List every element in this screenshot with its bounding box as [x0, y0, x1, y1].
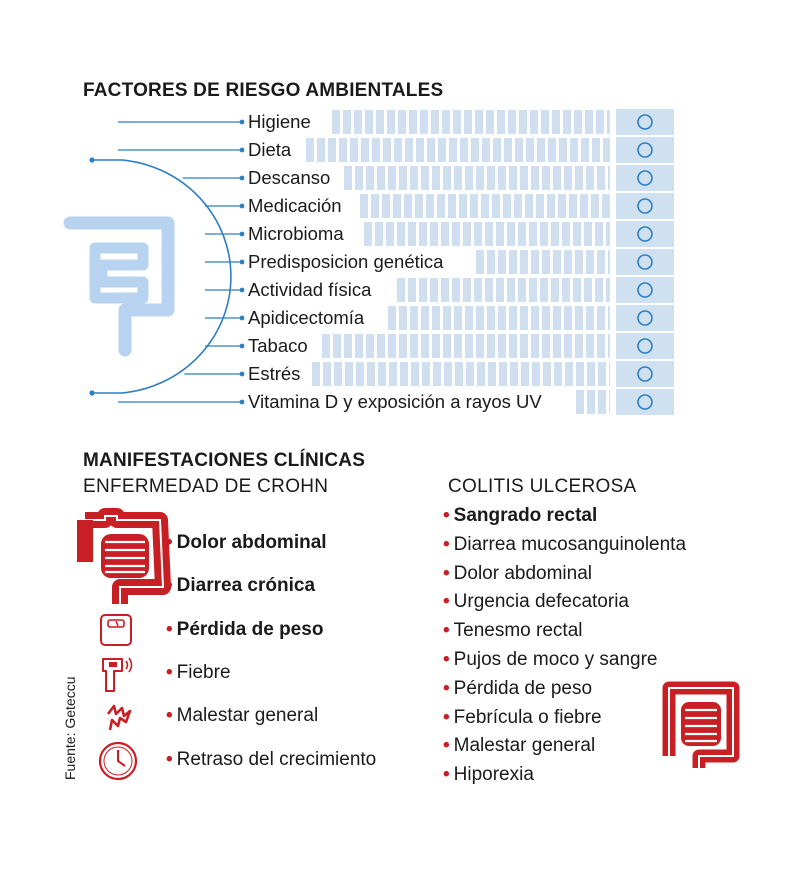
risk-factor-label: Tabaco — [248, 335, 308, 356]
bullet-dot: • — [443, 505, 450, 526]
source-note: Fuente: Geteccu — [62, 676, 78, 780]
bullet-dot: • — [166, 575, 173, 596]
symptom-label: Fiebre — [176, 662, 231, 683]
risk-factor-bar — [388, 306, 610, 330]
risk-factor-label: Apidicectomía — [248, 307, 365, 328]
risk-factor-bar — [312, 362, 610, 386]
colitis-symptom — [443, 677, 592, 701]
risk-factor-label: Medicación — [248, 195, 342, 216]
bullet-dot: • — [443, 706, 450, 728]
hygiene-icon — [616, 109, 674, 135]
risk-factor-label: Higiene — [248, 111, 311, 132]
symptom-label: Hiporexia — [453, 764, 534, 786]
symptom-label: Urgencia defecatoria — [453, 591, 629, 613]
colitis-symptom — [443, 590, 629, 614]
scale-icon — [99, 613, 133, 647]
colitis-title: COLITIS ULCEROSA — [448, 476, 637, 497]
bullet-dot: • — [443, 591, 450, 613]
risk-connector-dot — [240, 344, 245, 349]
risk-factor-bar — [397, 278, 610, 302]
risk-factor-bar — [344, 166, 610, 190]
risk-factor-bar — [576, 390, 610, 414]
colitis-symptom — [443, 619, 583, 643]
risk-factor-bar — [476, 250, 610, 274]
risk-factor-bar — [306, 138, 610, 162]
crohn-symptom — [166, 704, 318, 728]
risk-factor-bar — [322, 334, 610, 358]
symptom-label: Pujos de moco y sangre — [453, 649, 658, 670]
scalpel-icon — [616, 305, 674, 331]
risk-factor-bar — [332, 110, 610, 134]
malaise-icon — [104, 702, 132, 736]
risk-factor-bar — [364, 222, 610, 246]
bullet-dot: • — [166, 749, 173, 770]
bullet-dot: • — [443, 562, 450, 584]
symptom-label: Tenesmo rectal — [453, 620, 583, 642]
bullet-dot: • — [443, 649, 450, 670]
symptom-label: Malestar general — [453, 735, 596, 757]
crohn-symptom — [166, 748, 376, 772]
bed-icon — [616, 165, 674, 191]
symptom-label: Pérdida de peso — [453, 677, 593, 699]
symptom-label: Pérdida de peso — [176, 619, 324, 640]
risk-connector-dot — [240, 120, 245, 125]
intestine-outline-icon — [70, 223, 168, 350]
colitis-symptom — [443, 706, 602, 730]
bullet-dot: • — [443, 533, 450, 555]
clock-icon — [98, 741, 138, 781]
colitis-symptom — [443, 763, 534, 787]
bullet-dot: • — [166, 705, 173, 726]
risk-factor-label: Microbioma — [248, 223, 344, 244]
arc-endpoint-bottom — [89, 390, 94, 395]
sun-icon — [616, 389, 674, 415]
symptom-label: Febrícula o fiebre — [453, 706, 602, 728]
symptom-label: Malestar general — [176, 705, 319, 726]
crohn-intestine-icon — [75, 512, 170, 607]
symptom-label: Dolor abdominal — [453, 562, 593, 584]
risk-factor-label: Descanso — [248, 167, 331, 188]
risk-connector-dot — [240, 148, 245, 153]
bullet-dot: • — [166, 532, 173, 553]
food-icon — [616, 137, 674, 163]
crohn-symptom — [166, 661, 231, 685]
risk-connector-dot — [240, 288, 245, 293]
cigarette-icon — [616, 333, 674, 359]
crohn-symptom — [166, 574, 315, 598]
risk-connector-dot — [240, 372, 245, 377]
colitis-symptom — [443, 734, 595, 758]
symptom-label: Sangrado rectal — [453, 505, 598, 526]
risk-section-title: FACTORES DE RIESGO AMBIENTALES — [83, 80, 444, 101]
risk-connector-dot — [240, 232, 245, 237]
bullet-dot: • — [443, 735, 450, 757]
risk-factor-label: Dieta — [248, 139, 292, 160]
bullet-dot: • — [166, 662, 173, 683]
risk-connector-dot — [240, 316, 245, 321]
risk-factor-bar — [360, 194, 610, 218]
crohn-symptom — [166, 618, 323, 642]
risk-factor-label: Predisposicion genética — [248, 251, 444, 272]
crohn-title: ENFERMEDAD DE CROHN — [83, 476, 329, 497]
colitis-symptom — [443, 504, 597, 528]
stressed-head-icon — [616, 361, 674, 387]
risk-factor-label: Estrés — [248, 363, 301, 384]
bullet-dot: • — [443, 764, 450, 786]
risk-factor-label: Vitamina D y exposición a rayos UV — [248, 391, 542, 412]
dna-icon — [616, 249, 674, 275]
risk-connector-dot — [240, 260, 245, 265]
risk-factor-label: Actividad física — [248, 279, 372, 300]
clinical-section-title: MANIFESTACIONES CLÍNICAS — [83, 450, 366, 471]
symptom-label: Dolor abdominal — [176, 532, 327, 553]
treadmill-icon — [616, 277, 674, 303]
thermometer-icon — [100, 655, 134, 697]
risk-connector-dot — [240, 400, 245, 405]
microbe-icon — [616, 221, 674, 247]
colitis-intestine-icon — [655, 676, 747, 771]
symptom-label: Diarrea mucosanguinolenta — [453, 533, 687, 555]
arc-endpoint-top — [89, 157, 94, 162]
bullet-dot: • — [166, 619, 173, 640]
risk-connector-dot — [240, 204, 245, 209]
pill-icon — [616, 193, 674, 219]
crohn-symptom — [166, 531, 327, 555]
bullet-dot: • — [443, 677, 450, 699]
colitis-symptom — [443, 562, 592, 586]
colitis-symptom — [443, 533, 686, 557]
bullet-dot: • — [443, 620, 450, 642]
symptom-label: Retraso del crecimiento — [176, 749, 377, 770]
symptom-label: Diarrea crónica — [176, 575, 316, 596]
risk-connector-dot — [240, 176, 245, 181]
colitis-symptom — [443, 648, 658, 672]
